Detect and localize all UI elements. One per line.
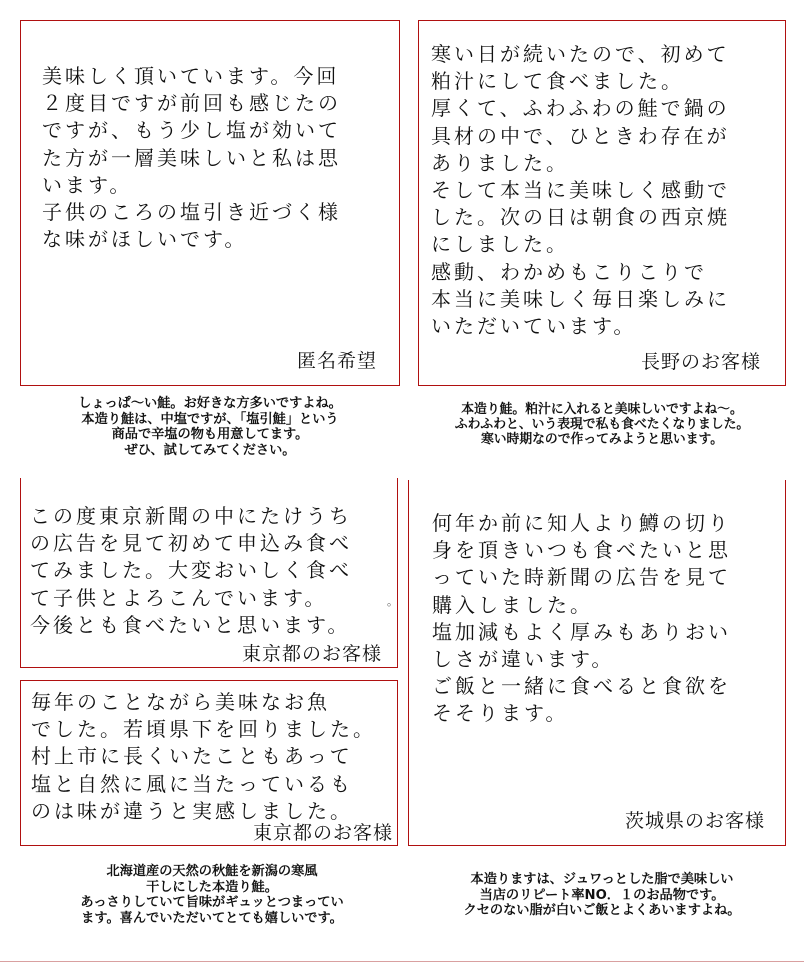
review-card-4 bbox=[408, 480, 786, 846]
shop-reply-1: しょっぱ～い鮭。お好きな方多いですよね。 本造り鮭は、中塩ですが、「塩引鮭」という 商品で辛塩の物も用意してます。 ぜひ、試してみてください。 bbox=[78, 396, 342, 458]
review-card-5 bbox=[20, 680, 398, 846]
review-5-author: 東京都のお客様 bbox=[252, 822, 393, 844]
review-5-text: 毎年のことながら美味なお魚 でした。若頃県下を回りました。 村上市に長くいたこともあって 塩と自然に風に当たっているも のは味が違うと実感しました。 bbox=[31, 690, 376, 823]
review-2-author: 長野のお客様 bbox=[640, 351, 761, 373]
shop-reply-3: 北海道産の天然の秋鮭を新潟の寒風 干しにした本造り鮭。 あっさりしていて旨味がギュッとつまってい ます。喜んでいただいてとても嬉しいです。 bbox=[80, 864, 344, 926]
review-card-2 bbox=[418, 20, 786, 386]
review-1-text: 美味しく頂いています。今回 ２度目ですが前回も感じたの ですが、もう少し塩が効いて た方が一層美味しいと私は思 います。 子供のころの塩引き近づく様 な味がほしいです。 bbox=[42, 64, 341, 252]
review-3-text: この度東京新聞の中にたけうち の広告を見て初めて申込み食べ てみました。大変おいしく食べ て子供とよろこんでいます。 今後とも食べたいと思います。 bbox=[30, 504, 352, 637]
shop-reply-4: 本造りますは、ジュワっとした脂で美味しい 当店のリピート率NO．１のお品物です。 クセのない脂が白いご飯とよくあいますよね。 bbox=[463, 872, 741, 918]
shop-reply-2: 本造り鮭。粕汁に入れると美味しいですよね～。 ふわふわと、いう表現で私も食べたくなりました。 寒い時期なので作ってみようと思います。 bbox=[454, 402, 750, 447]
page-bottom-divider bbox=[0, 961, 804, 962]
review-1-author: 匿名希望 bbox=[296, 350, 377, 372]
review-2-text: 寒い日が続いたので、初めて 粕汁にして食べました。 厚くて、ふわふわの鮭で鍋の 具材の中で、ひときわ存在が ありました。 そして本当に美味しく感動で した。次の日は朝食の西京焼 にしました。 感動、わかめもこりこりで 本当に美味しく毎日楽しみに いただいています。 bbox=[431, 42, 730, 339]
review-card-1 bbox=[20, 20, 400, 386]
review-3-author: 東京都のお客様 bbox=[241, 643, 382, 665]
review-card-3 bbox=[20, 478, 398, 668]
review-4-text: 何年か前に知人より鱒の切り 身を頂きいつも食べたいと思 っていた時新聞の広告を見て 購入しました。 塩加減もよく厚みもありおい しさが違います。 ご飯と一緒に食べると食欲を そそります。 bbox=[432, 511, 731, 726]
stray-mark: 。 bbox=[387, 595, 398, 608]
review-4-author: 茨城県のお客様 bbox=[624, 810, 765, 832]
